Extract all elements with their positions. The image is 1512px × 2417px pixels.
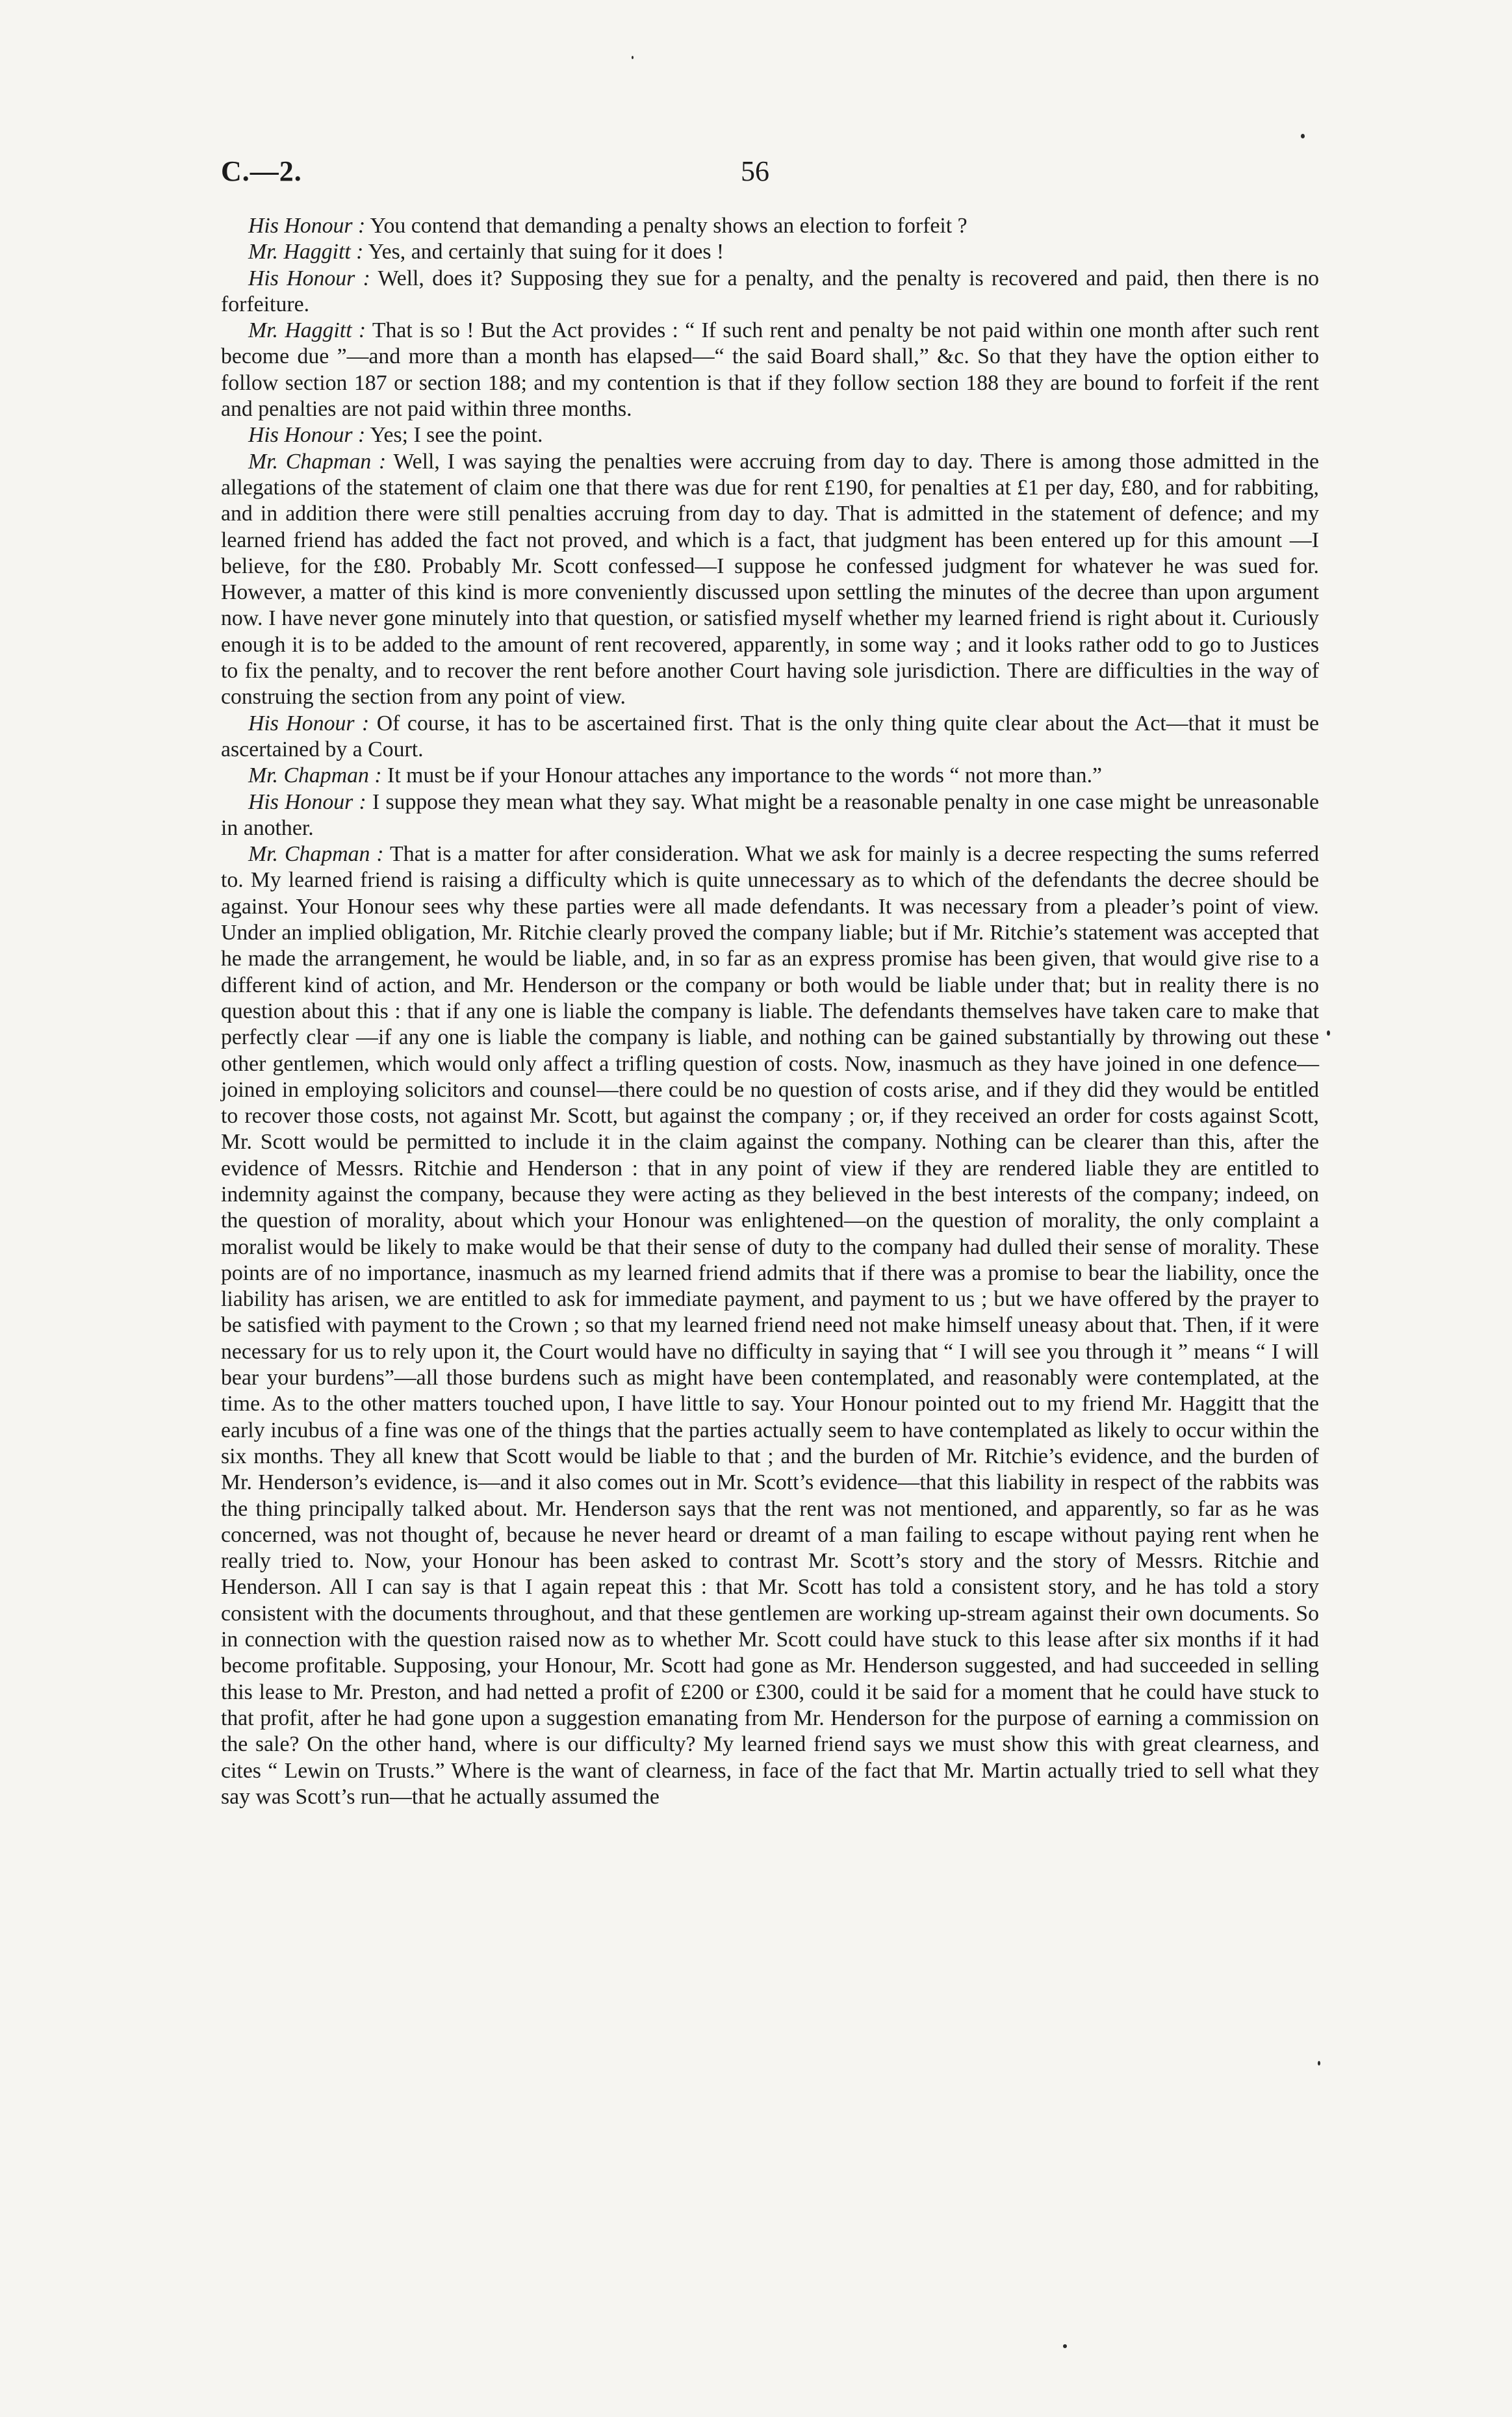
paragraph-text: Well, I was saying the penalties were accruing from day to day. There is among those admitted in the allegations of the statement of claim one that there was due for rent £190, for penalties at £1 per day, £80, and for rabbiting, and in addition there were still penalties accruing from day to day. That is admitted in the statement of defence; and my learned friend has added the fact not proved, and which is a fact, that judgment has been entered up for this amount —I believe, for the £80. Probably Mr. Scott confessed—I suppose he confessed judgment for whatever he was sued for. However, a matter of this kind is more conveniently discussed upon settling the minutes of the decree than upon argument now. I have never gone minutely into that question, or satisfied myself whether my learned friend is right about it. Curiously enough it is to be added to the amount of rent recovered, apparently, in some way ; and it looks rather odd to go to Justices to fix the penalty, and to recover the rent before another Court having sole jurisdiction. There are difficulties in the way of construing the section from any point of view. <box>221 449 1319 710</box>
document-body <box>221 213 1319 1810</box>
paragraph-text: Well, does it? Supposing they sue for a penalty, and the penalty is recovered and paid, then there is no forfeiture. <box>221 266 1319 316</box>
paragraph <box>221 318 1319 422</box>
paragraph-text: Yes; I see the point. <box>365 423 543 448</box>
scan-speck <box>632 56 634 59</box>
scan-speck <box>1327 1030 1330 1036</box>
paragraph <box>221 213 1319 239</box>
paragraph <box>221 422 1319 448</box>
paragraph <box>221 449 1319 711</box>
paragraph <box>221 266 1319 318</box>
paragraph-text: That is a matter for after consideration. What we ask for mainly is a decree respecting the sums referred to. My learned friend is raising a difficulty which is quite unnecessary as to which of the defendants the decree should be against. Your Honour sees why these parties were all made defendants. It was necessary from a pleader’s point of view. Under an implied obligation, Mr. Ritchie clearly proved the company liable; but if Mr. Ritchie’s statement was accepted that he made the arrangement, he would be liable, and, in so far as an express promise has been given, that would give rise to a different kind of action, and Mr. Henderson or the company or both would be liable under that; but in reality there is no question about this : that if any one is liable the company is liable. The defendants themselves have taken care to make that perfectly clear —if any one is liable the company is liable, and nothing can be gained substantially by throwing out these other gentlemen, which would only affect a trifling question of costs. Now, inasmuch as they have joined in one defence—joined in employing solicitors and counsel—there could be no question of costs arise, and if they did they would be entitled to recover those costs, not against Mr. Scott, but against the company ; or, if they received an order for costs against Scott, Mr. Scott would be permitted to include it in the claim against the company. Nothing can be clearer than this, after the evidence of Messrs. Ritchie and Henderson : that in any point of view if they are rendered liable they are entitled to indemnity against the company, because they were acting as they believed in the best interests of the company; indeed, on the question of morality, about which your Honour was enlightened—on the question of morality, the only complaint a moralist would be likely to make would be that their sense of duty to the company had dulled their sense of morality. These points are of no importance, inasmuch as my learned friend admits that if there was a promise to bear the liability, once the liability has arisen, we are entitled to ask for immediate payment, and payment to us ; but we have offered by the prayer to be satisfied with payment to the Crown ; so that my learned friend need not make himself uneasy about that. Then, if it were necessary for us to rely upon it, the Court would have no difficulty in saying that “ I will see you through it ” means “ I will bear your burdens”—all those burdens such as might have been contemplated, and reasonably were contemplated, at the time. As to the other matters touched upon, I have little to say. Your Honour pointed out to my friend Mr. Haggitt that the early incubus of a fine was one of the things that the parties actually seem to have contemplated as likely to occur within the six months. They all knew that Scott would be liable to that ; and the burden of Mr. Ritchie’s evidence, and the burden of Mr. Henderson’s evidence, is—and it also comes out in Mr. Scott’s evidence—that this liability in respect of the rabbits was the thing principally talked about. Mr. Henderson says that the rent was not mentioned, and apparently, so far as he was concerned, was not thought of, because he never heard or dreamt of a man failing to escape without paying rent when he really tried to. Now, your Honour has been asked to contrast Mr. Scott’s story and the story of Messrs. Ritchie and Henderson. All I can say is that I again repeat this : that Mr. Scott has told a consistent story, and he has told a story consistent with the documents throughout, and that these gentlemen are working up-stream against their own documents. So in connection with the question raised now as to whether Mr. Scott could have stuck to this lease after six months if it had become profitable. Supposing, your Honour, Mr. Scott had gone as Mr. Henderson suggested, and had succeeded in selling this lease to Mr. Preston, and had netted a profit of £200 or £300, could it be said for a moment that he could have stuck to that profit, after he had gone upon a suggestion emanating from Mr. Henderson for the purpose of earning a commission on the sale? On the other hand, where is our difficulty? My learned friend says we must show this with great clearness, and cites “ Lewin on Trusts.” Where is the want of clearness, in face of the fact that Mr. Martin actually tried to sell what they say was Scott’s run—that he actually assumed the <box>221 842 1319 1809</box>
speaker-name: Mr. Chapman : <box>248 763 382 788</box>
page-number: 56 <box>741 155 769 187</box>
scan-speck <box>1318 2061 1320 2065</box>
speaker-name: His Honour : <box>248 711 370 735</box>
speaker-name: Mr. Chapman : <box>248 449 387 474</box>
paragraph <box>221 763 1319 789</box>
paragraph-text: Of course, it has to be ascertained first. That is the only thing quite clear about the Act—that it must be ascertained by a Court. <box>221 711 1319 761</box>
paragraph-text: You contend that demanding a penalty shows an election to forfeit ? <box>365 214 967 238</box>
document-reference: C.—2. <box>221 155 302 187</box>
paragraph <box>221 841 1319 1810</box>
speaker-name: Mr. Haggitt : <box>248 318 366 343</box>
paragraph-text: Yes, and certainly that suing for it does ! <box>363 240 724 264</box>
paragraph-text: That is so ! But the Act provides : “ If such rent and penalty be not paid within one month after such rent become due ”—and more than a month has elapsed—“ the said Board shall,” &c. So that they have the option either to follow section 187 or section 188; and my contention is that if they follow section 188 they are bound to forfeit if the rent and penalties are not paid within three months. <box>221 318 1319 422</box>
scan-speck <box>1063 2344 1067 2348</box>
speaker-name: His Honour : <box>248 423 366 448</box>
speaker-name: Mr. Haggitt : <box>248 240 364 264</box>
page-header <box>0 155 1512 194</box>
scan-speck <box>1301 134 1305 138</box>
paragraph <box>221 239 1319 265</box>
paragraph-text: I suppose they mean what they say. What might be a reasonable penalty in one case might be unreasonable in another. <box>221 789 1319 840</box>
paragraph-text: It must be if your Honour attaches any importance to the words “ not more than.” <box>381 763 1103 788</box>
speaker-name: His Honour : <box>248 266 370 290</box>
speaker-name: Mr. Chapman : <box>248 842 384 867</box>
paragraph <box>221 789 1319 842</box>
speaker-name: His Honour : <box>248 214 366 238</box>
paragraph <box>221 711 1319 763</box>
speaker-name: His Honour : <box>248 789 366 814</box>
